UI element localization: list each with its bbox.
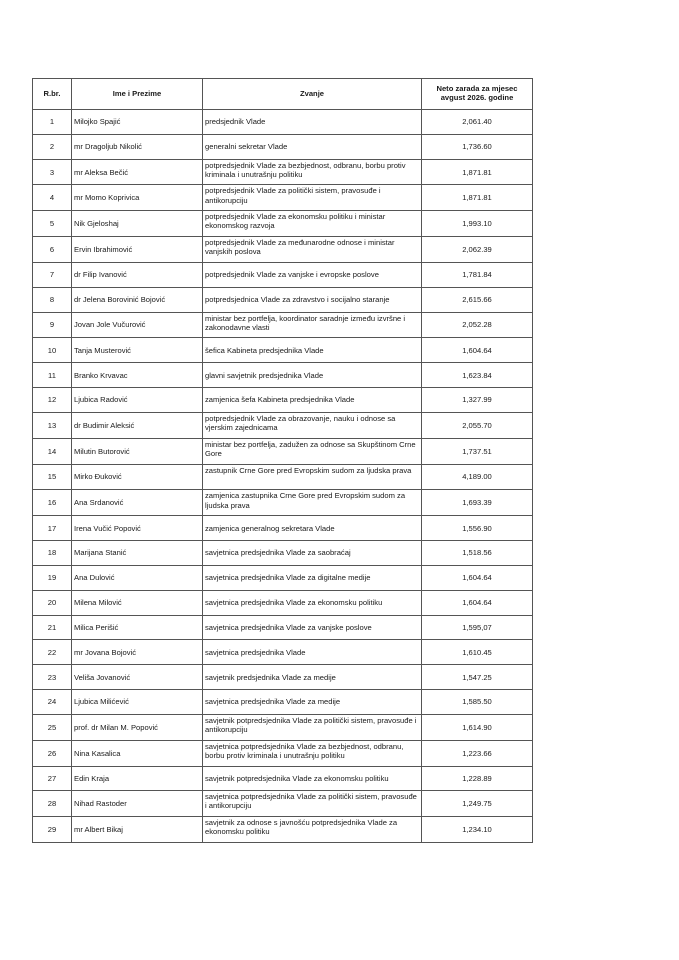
- row-net-salary: 1,614.90: [422, 714, 533, 740]
- row-name: Nihad Rastoder: [72, 791, 203, 817]
- row-title: savjetnica predsjednika Vlade za saobraćaj: [203, 541, 422, 566]
- table-row: [33, 590, 533, 615]
- row-title: savjetnica potpredsjednika Vlade za politički sistem, pravosuđe i antikorupciju: [203, 791, 422, 817]
- table-row: [33, 791, 533, 817]
- header-rbr: R.br.: [33, 79, 72, 110]
- row-number: 19: [33, 565, 72, 590]
- row-net-salary: 1,223.66: [422, 740, 533, 766]
- row-title: zamjenica zastupnika Crne Gore pred Evropskim sudom za ljudska prava: [203, 490, 422, 516]
- header-zvanje: Zvanje: [203, 79, 422, 110]
- row-net-salary: 1,623.84: [422, 363, 533, 388]
- row-name: mr Dragoljub Nikolić: [72, 134, 203, 159]
- table-row: [33, 490, 533, 516]
- row-net-salary: 1,595,07: [422, 615, 533, 640]
- row-net-salary: 2,061.40: [422, 110, 533, 135]
- row-number: 21: [33, 615, 72, 640]
- row-number: 28: [33, 791, 72, 817]
- row-name: dr Filip Ivanović: [72, 262, 203, 287]
- row-number: 4: [33, 185, 72, 211]
- row-net-salary: 1,871.81: [422, 185, 533, 211]
- row-name: Milojko Spajić: [72, 110, 203, 135]
- row-name: mr Jovana Bojović: [72, 640, 203, 665]
- row-name: Nina Kasalica: [72, 740, 203, 766]
- row-net-salary: 1,249.75: [422, 791, 533, 817]
- row-number: 24: [33, 690, 72, 715]
- row-net-salary: 1,993.10: [422, 211, 533, 237]
- row-net-salary: 1,737.51: [422, 438, 533, 464]
- row-number: 1: [33, 110, 72, 135]
- row-number: 5: [33, 211, 72, 237]
- row-title: generalni sekretar Vlade: [203, 134, 422, 159]
- table-row: [33, 237, 533, 263]
- table-row: [33, 438, 533, 464]
- row-net-salary: 1,736.60: [422, 134, 533, 159]
- row-title: savjetnica potpredsjednika Vlade za bezbjednost, odbranu, borbu protiv kriminala i unutrašnju politiku: [203, 740, 422, 766]
- row-name: Ana Dulović: [72, 565, 203, 590]
- row-number: 12: [33, 388, 72, 413]
- row-number: 29: [33, 817, 72, 843]
- row-number: 27: [33, 766, 72, 791]
- table-row: [33, 740, 533, 766]
- row-net-salary: 2,615.66: [422, 287, 533, 312]
- row-title: zamjenica generalnog sekretara Vlade: [203, 516, 422, 541]
- row-title: ministar bez portfelja, koordinator saradnje između izvršne i zakonodavne vlasti: [203, 312, 422, 338]
- table-row: [33, 690, 533, 715]
- row-title: potpredsjednik Vlade za ekonomsku politiku i ministar ekonomskog razvoja: [203, 211, 422, 237]
- table-row: [33, 665, 533, 690]
- row-title: savjetnik potpredsjednika Vlade za ekonomsku politiku: [203, 766, 422, 791]
- table-row: [33, 211, 533, 237]
- row-net-salary: 1,604.64: [422, 590, 533, 615]
- row-net-salary: 1,604.64: [422, 565, 533, 590]
- table-header-row: [33, 79, 533, 110]
- row-name: Milena Milović: [72, 590, 203, 615]
- table-row: [33, 287, 533, 312]
- row-name: Branko Krvavac: [72, 363, 203, 388]
- row-name: Tanja Musterović: [72, 338, 203, 363]
- row-title: zastupnik Crne Gore pred Evropskim sudom za ljudska prava: [203, 464, 422, 490]
- row-net-salary: 2,062.39: [422, 237, 533, 263]
- table-row: [33, 464, 533, 490]
- row-net-salary: 2,052.28: [422, 312, 533, 338]
- table-row: [33, 640, 533, 665]
- row-number: 17: [33, 516, 72, 541]
- row-title: potpredsjednica Vlade za zdravstvo i socijalno staranje: [203, 287, 422, 312]
- row-title: šefica Kabineta predsjednika Vlade: [203, 338, 422, 363]
- row-title: savjetnica predsjednika Vlade: [203, 640, 422, 665]
- row-title: glavni savjetnik predsjednika Vlade: [203, 363, 422, 388]
- row-title: potpredsjednik Vlade za međunarodne odnose i ministar vanjskih poslova: [203, 237, 422, 263]
- row-number: 10: [33, 338, 72, 363]
- row-number: 16: [33, 490, 72, 516]
- row-number: 9: [33, 312, 72, 338]
- row-name: Milutin Butorović: [72, 438, 203, 464]
- row-net-salary: 1,610.45: [422, 640, 533, 665]
- table-row: [33, 541, 533, 566]
- table-row: [33, 134, 533, 159]
- row-net-salary: 1,327.99: [422, 388, 533, 413]
- row-number: 15: [33, 464, 72, 490]
- row-net-salary: 1,693.39: [422, 490, 533, 516]
- row-name: dr Jelena Borovinić Bojović: [72, 287, 203, 312]
- table-row: [33, 388, 533, 413]
- row-title: potpredsjednik Vlade za vanjske i evropske poslove: [203, 262, 422, 287]
- row-title: savjetnik potpredsjednika Vlade za politički sistem, pravosuđe i antikorupciju: [203, 714, 422, 740]
- row-title: savjetnica predsjednika Vlade za vanjske poslove: [203, 615, 422, 640]
- row-name: Veliša Jovanović: [72, 665, 203, 690]
- row-number: 14: [33, 438, 72, 464]
- row-title: potpredsjednik Vlade za obrazovanje, nauku i odnose sa vjerskim zajednicama: [203, 412, 422, 438]
- row-number: 20: [33, 590, 72, 615]
- table-row: [33, 338, 533, 363]
- row-net-salary: 1,547.25: [422, 665, 533, 690]
- row-net-salary: 1,781.84: [422, 262, 533, 287]
- row-name: prof. dr Milan M. Popović: [72, 714, 203, 740]
- table-row: [33, 262, 533, 287]
- row-title: predsjednik Vlade: [203, 110, 422, 135]
- table-row: [33, 159, 533, 185]
- row-name: Marijana Stanić: [72, 541, 203, 566]
- row-title: potpredsjednik Vlade za bezbjednost, odbranu, borbu protiv kriminala i unutrašnju politiku: [203, 159, 422, 185]
- row-title: potpredsjednik Vlade za politički sistem, pravosuđe i antikorupciju: [203, 185, 422, 211]
- row-name: Jovan Jole Vučurović: [72, 312, 203, 338]
- row-title: zamjenica šefa Kabineta predsjednika Vlade: [203, 388, 422, 413]
- row-number: 22: [33, 640, 72, 665]
- table-row: [33, 516, 533, 541]
- row-net-salary: 1,556.90: [422, 516, 533, 541]
- row-net-salary: 1,585.50: [422, 690, 533, 715]
- table-row: [33, 185, 533, 211]
- table-row: [33, 565, 533, 590]
- row-title: savjetnik za odnose s javnošću potpredsjednika Vlade za ekonomsku politiku: [203, 817, 422, 843]
- salary-table: [32, 78, 533, 843]
- row-net-salary: 1,228.89: [422, 766, 533, 791]
- row-name: Mirko Đuković: [72, 464, 203, 490]
- row-number: 3: [33, 159, 72, 185]
- row-net-salary: 1,871.81: [422, 159, 533, 185]
- table-row: [33, 714, 533, 740]
- row-number: 26: [33, 740, 72, 766]
- row-name: Ervin Ibrahimović: [72, 237, 203, 263]
- row-number: 7: [33, 262, 72, 287]
- row-title: savjetnica predsjednika Vlade za ekonomsku politiku: [203, 590, 422, 615]
- row-number: 8: [33, 287, 72, 312]
- row-name: mr Aleksa Bečić: [72, 159, 203, 185]
- row-name: Ana Srdanović: [72, 490, 203, 516]
- row-name: Ljubica Radović: [72, 388, 203, 413]
- row-title: ministar bez portfelja, zadužen za odnose sa Skupštinom Crne Gore: [203, 438, 422, 464]
- row-number: 2: [33, 134, 72, 159]
- table-row: [33, 110, 533, 135]
- row-name: mr Momo Koprivica: [72, 185, 203, 211]
- header-ime: Ime i Prezime: [72, 79, 203, 110]
- row-net-salary: 4,189.00: [422, 464, 533, 490]
- row-number: 23: [33, 665, 72, 690]
- row-title: savjetnik predsjednika Vlade za medije: [203, 665, 422, 690]
- table-row: [33, 766, 533, 791]
- row-name: Nik Gjeloshaj: [72, 211, 203, 237]
- row-name: mr Albert Bikaj: [72, 817, 203, 843]
- row-number: 13: [33, 412, 72, 438]
- row-title: savjetnica predsjednika Vlade za medije: [203, 690, 422, 715]
- table-row: [33, 312, 533, 338]
- row-net-salary: 2,055.70: [422, 412, 533, 438]
- row-name: Irena Vučić Popović: [72, 516, 203, 541]
- row-name: Milica Perišić: [72, 615, 203, 640]
- row-net-salary: 1,234.10: [422, 817, 533, 843]
- row-name: Edin Kraja: [72, 766, 203, 791]
- table-row: [33, 615, 533, 640]
- row-number: 18: [33, 541, 72, 566]
- row-name: dr Budimir Aleksić: [72, 412, 203, 438]
- row-name: Ljubica Milićević: [72, 690, 203, 715]
- row-net-salary: 1,604.64: [422, 338, 533, 363]
- row-number: 25: [33, 714, 72, 740]
- table-row: [33, 363, 533, 388]
- row-number: 6: [33, 237, 72, 263]
- row-number: 11: [33, 363, 72, 388]
- row-title: savjetnica predsjednika Vlade za digitalne medije: [203, 565, 422, 590]
- table-row: [33, 412, 533, 438]
- header-neto: Neto zarada za mjesec avgust 2026. godine: [422, 79, 533, 110]
- row-net-salary: 1,518.56: [422, 541, 533, 566]
- table-row: [33, 817, 533, 843]
